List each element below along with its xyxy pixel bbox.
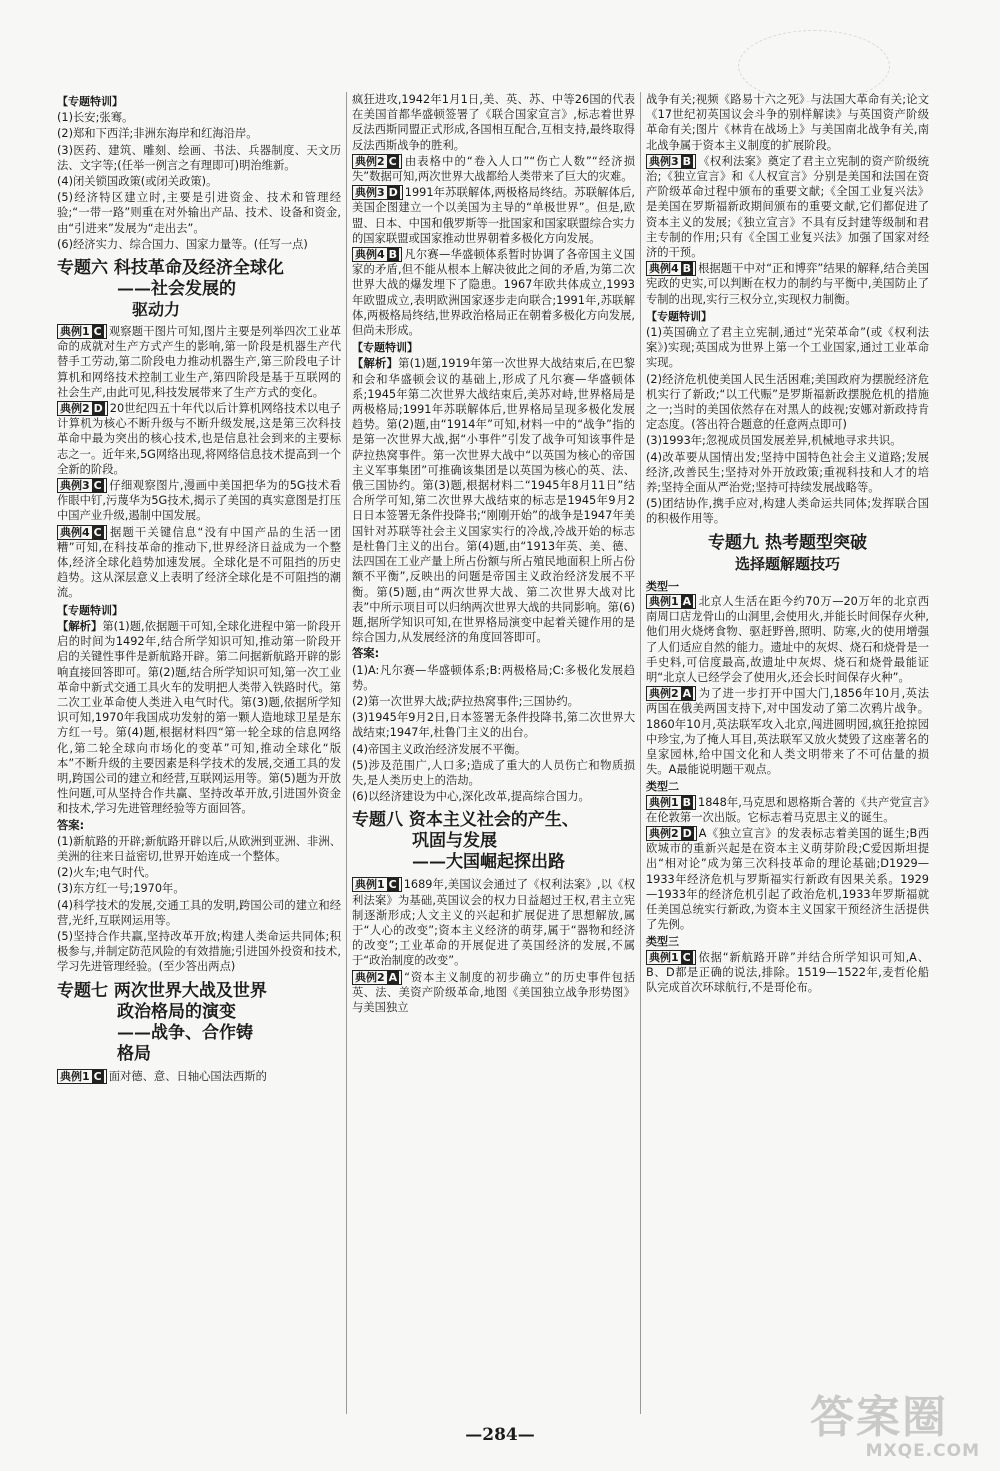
analysis-label: 【解析】	[352, 357, 399, 371]
answer-line: (6)以经济建设为中心,深化改革,提高综合国力。	[352, 790, 590, 804]
question-type-heading: 类型二	[646, 780, 679, 794]
question-type-heading: 类型三	[646, 935, 679, 949]
example-tag	[646, 686, 696, 701]
example-tag	[646, 826, 697, 841]
example-tag	[57, 1069, 107, 1084]
three-column-layout	[52, 92, 950, 1414]
example-label: 典例2	[649, 687, 679, 701]
example-item	[646, 594, 929, 685]
example-label: 典例3	[60, 479, 90, 493]
example-label: 典例1	[649, 950, 679, 964]
topic-subtitle-cont: ——战争、合作铸	[117, 1022, 253, 1043]
example-item	[352, 185, 635, 246]
example-text: 1848年,马克思和恩格斯合著的《共产党宣言》在伦敦第一次出版。它标志着马克思主义的诞生。	[646, 795, 929, 824]
answer-line: (2)第一次世界大战;萨拉热窝事件;三国协约。	[352, 694, 579, 708]
example-tag	[646, 154, 696, 169]
topic-subtitle-cont: ——大国崛起探出路	[412, 852, 565, 873]
example-label: 典例1	[355, 878, 385, 892]
example-text: 仔细观察图片,漫画中美国把华为的5G技术看作眼中钉,污蔑华为5G技术,揭示了美国的真实意图是打压中国产业升级,遏制中国发展。	[57, 479, 341, 523]
analysis-paragraph	[57, 619, 341, 817]
column-left	[52, 92, 346, 1414]
answer-line: (3)1945年9月2日,日本签署无条件投降书,第二次世界大战结束;1947年,杜鲁门主义的出台。	[352, 711, 635, 740]
topic-title: 专题六 科技革命及经济全球化	[57, 258, 284, 279]
question-type-list	[646, 579, 929, 995]
example-text: 北京人生活在距今约70万—20万年的北京西南周口店龙骨山的山洞里,会使用火,并能长时间保存火种,他们用火烧烤食物、驱赶野兽,照明、防寒,火的使用增强了人们适应自然的能力。遗址中的灰烬、烧石和烧骨是一手史料,可信度最高,故遗址中灰烬、烧石和烧骨最能证明“北京人已经学会了使用火,还会长时间保存火种”。	[646, 594, 929, 684]
special-training-heading: 【 专题特训 】	[57, 603, 341, 618]
example-text: 由表格中的“卷入人口”“伤亡人数”“经济损失”数据可知,两次世界大战都给人类带来了巨大的灾难。	[352, 154, 635, 184]
answer-choice: C	[388, 878, 397, 892]
example-tag	[57, 478, 107, 493]
topic-nine-heading	[646, 533, 929, 575]
example-text: A《独立宣言》的发表标志着美国的诞生;B西欧城市的重新兴起是在资本主义萌芽阶段;C爱因斯坦提出“相对论”成为第三次科技革命的理论基础;D1929—1933年经济危机与罗斯福实行新政有因果关系。1929—1933年的经济危机引起了政治危机,1933年罗斯福就任美国总统实行新政,为资本主义国家干预经济生活提供了先例。	[646, 826, 929, 932]
example-list	[352, 877, 635, 1015]
example-item	[57, 525, 341, 601]
example-item	[352, 154, 635, 184]
answer-choice: B	[682, 795, 692, 809]
topic-seven-heading	[57, 981, 341, 1065]
example-tag	[57, 324, 107, 339]
example-label: 典例2	[649, 826, 679, 840]
example-list	[646, 154, 929, 307]
example-text: 为了进一步打开中国大门,1856年10月,英法两国在俄美两国支持下,对中国发动了第二次鸦片战争。1860年10月,英法联军攻入北京,闯进圆明园,疯狂抢掠园中珍宝,为了掩人耳目,英法联军又放火焚毁了这座著名的皇家园林,给中国文化和人类文明带来了不可估量的损失。A最能说明题干观点。	[646, 687, 929, 777]
topic-subtitle: 政治格局的演变	[117, 1001, 236, 1022]
answer-label-line	[352, 646, 635, 661]
watermark-url: MXQE.COM	[865, 1441, 980, 1461]
example-text: 根据题干中对“正和博弈”结果的解释,结合美国宪政的史实,可以判断在权力的制约与平衡中,美国防止了专制的出现,实行三权分立,实现权力制衡。	[646, 262, 929, 306]
example-label: 典例2	[60, 402, 90, 416]
example-item	[57, 1069, 341, 1084]
example-tag	[57, 525, 107, 540]
answer-label: 答案:	[352, 647, 380, 661]
example-label: 典例2	[355, 154, 385, 168]
example-tag	[352, 970, 402, 985]
special-training-heading: 【 专题特训 】	[352, 340, 635, 355]
answer-choice: C	[93, 525, 102, 539]
question-type-heading: 类型一	[646, 579, 679, 593]
example-text: 依据“新航路开辟”并结合所学知识可知,A、B、D都是正确的说法,排除。1519—1522年,麦哲伦船队完成首次环球航行,不是哥伦布。	[646, 950, 929, 994]
example-item	[57, 401, 341, 477]
example-text: 《权利法案》奠定了君主立宪制的资产阶级统治;《独立宣言》和《人权宣言》分别是美国和法国在资产阶级革命过程中颁布的重要文献;《全国工业复兴法》是美国在罗斯福新政期间颁布的重要文献,它们都促进了资本主义的发展;《独立宣言》不具有反封建等级制和君主专制的作用;只有《全国工业复兴法》加强了国家对经济的干预。	[646, 154, 929, 260]
answer-line: (3)东方红一号;1970年。	[57, 882, 185, 896]
answer-list	[352, 663, 635, 805]
answer-choice: C	[388, 154, 397, 168]
example-tag	[352, 154, 402, 169]
answer-line: (4)改革要从国情出发;坚持中国特色社会主义道路;发展经济,改善民生;坚持对外开放政策;重视科技和人才的培养;坚持全面从严治党;坚持可持续发展战略等。	[646, 450, 929, 495]
example-label: 典例1	[60, 325, 90, 339]
example-text: 面对德、意、日轴心国法西斯的	[108, 1069, 267, 1083]
example-item	[646, 154, 929, 260]
example-tag	[352, 877, 402, 892]
example-label: 典例1	[60, 1069, 90, 1083]
example-item	[646, 686, 929, 777]
special-training-answers	[57, 110, 341, 252]
example-label: 典例1	[649, 594, 679, 608]
example-label: 典例3	[649, 154, 679, 168]
answer-line: (6)经济实力、综合国力、国家力量等。(任写一点)	[57, 237, 308, 251]
example-text: 20世纪四五十年代以后计算机网络技术以电子计算机为核心不断升级与不断升级发展,这是第三次科技革命中最为突出的核心技术,也是信息社会到来的主要标志之一。近年来,5G网络出现,将网络信息技术提高到一个全新的阶段。	[57, 402, 341, 476]
example-list	[57, 324, 341, 601]
example-item	[352, 247, 635, 338]
continued-paragraph: 战争有关;视频《路易十六之死》与法国大革命有关;论文《17世纪初英国议会斗争的别样解读》与英国资产阶级革命有关;图片《林肯在战场上》与美国南北战争有关,南北战争属于资本主义制度的扩展阶段。	[646, 93, 929, 152]
answer-line: (4)科学技术的发展,交通工具的发明,跨国公司的建立和经营,光纤,互联网运用等。	[57, 898, 341, 927]
example-text: “资本主义制度的初步确立”的历史事件包括英、法、美资产阶级革命,地图《美国独立战争形势图》与美国独立	[352, 970, 635, 1014]
example-item	[57, 324, 341, 400]
example-label: 典例4	[355, 248, 385, 262]
answer-choice: B	[682, 262, 692, 276]
answer-choice: C	[682, 950, 691, 964]
example-item	[646, 261, 929, 307]
answer-list	[57, 834, 341, 975]
example-tag	[352, 185, 403, 200]
answer-choice: B	[388, 248, 398, 262]
topic-eight-heading	[352, 810, 635, 873]
answer-line: (4)闭关锁国政策(或闭关政策)。	[57, 175, 218, 189]
answer-line: (2)火车;电气时代。	[57, 866, 156, 880]
answer-choice: B	[682, 154, 692, 168]
topic-subtitle: 选择题解题技巧	[734, 554, 840, 573]
answer-line: (5)经济特区建立时,主要是引进资金、技术和管理经验;“一带一路”则重在对外输出产品、技术、设备和资金,由“引进来”发展为“走出去”。	[57, 191, 341, 235]
answer-choice: C	[93, 479, 102, 493]
answer-line: (4)帝国主义政治经济发展不平衡。	[352, 742, 527, 756]
answer-choice: C	[93, 325, 102, 339]
topic-title: 专题八 资本主义社会的产生、	[352, 810, 579, 831]
example-tag	[646, 795, 696, 810]
example-tag	[57, 401, 108, 416]
answer-line: (1)英国确立了君主立宪制,通过“光荣革命”(或《权利法案》)实现;英国成为世界上第一个工业国家,通过工业革命实现。	[646, 326, 929, 370]
analysis-text: 第(1)题,1919年第一次世界大战结束后,在巴黎和会和华盛顿会议的基础上,形成了凡尔赛—华盛顿体系;1945年第二次世界大战结束后,美苏对峙,世界格局是两极格局;1991年苏联解体后,世界格局呈现多极化发展趋势。第(2)题,由“1914年”可知,材料一中的“战争”指的是第一次世界大战,据“小事件”引发了战争可知该事件是萨拉热窝事件。第一次世界大战中“以英国为核心的帝国主义军事集团”可推确该集团是以英国为核心的英、法、俄三国协约。第(3)题,根据材料二“1945年8月11日”结合所学可知,第二次世界大战结束的标志是1945年9月2日日本签署无条件投降书;“刚刚开始”的战争是1947年美国针对苏联等社会主义国家实行的冷战,冷战开始的标志是杜鲁门主义的出台。第(4)题,由“1913年英、美、德、法四国在工业产量上所占份额与所占殖民地面积上所占份额不平衡”,反映出的问题是帝国主义政治经济发展不平衡。第(5)题,由“两次世界大战、第二次世界大战对比表”中所示项目可以归纳两次世界大战的共同影响。第(6)题,据所学知识可知,在世界格局演变中起着关键作用的是综合国力,从发展经济的角度回答即可。	[352, 357, 635, 645]
answer-choice: A	[388, 970, 398, 984]
example-text: 观察题干图片可知,图片主要是列举四次工业革命的成就对生产方式产生的影响,第一阶段是机器生产代替手工劳动,第二阶段电力推动机器生产,第三阶段电子计算机和网络技术控制工业生产,第四阶段是基于互联网的社会生产,由此可见,科技发展带来了生产方式的变化。	[57, 325, 341, 399]
answer-line: (5)涉及范围广,人口多;造成了重大的人员伤亡和物质损失,是人类历史上的浩劫。	[352, 758, 635, 787]
topic-subtitle-end: 格局	[117, 1043, 151, 1064]
answer-label-line	[57, 818, 341, 833]
example-text: 据题干关键信息“没有中国产品的生活一团糟”可知,在科技革命的推动下,世界经济日益成为一个整体,经济全球化趋势加速发展。全球化是不可阻挡的历史趋势。这从深层意义上表明了经济全球化是不可阻挡的潮流。	[57, 525, 341, 600]
example-label: 典例4	[649, 262, 679, 276]
answer-choice: A	[682, 594, 692, 608]
answer-line: (5)坚持合作共赢,坚持改革开放;构建人类命运共同体;积极参与,并制定防范风险的有效措施;引进国外投资和技术,学习先进管理经验。(至少答出两点)	[57, 929, 341, 974]
answer-choice: D	[682, 826, 692, 840]
example-label: 典例2	[355, 970, 385, 984]
topic-six-heading	[57, 258, 341, 320]
example-item	[352, 877, 635, 968]
special-training-answers	[646, 325, 929, 527]
answer-choice: C	[93, 1069, 102, 1083]
page-number: —284—	[465, 1425, 535, 1445]
example-label: 典例3	[355, 186, 385, 200]
example-label: 典例4	[60, 525, 90, 539]
topic-subtitle-cont: 驱动力	[132, 300, 181, 320]
example-tag	[352, 247, 402, 262]
continued-paragraph: 疯狂进攻,1942年1月1日,美、英、苏、中等26国的代表在美国首都华盛顿签署了《联合国家宣言》,标志着世界反法西斯同盟正式形成,各国相互配合,互相支持,最终取得反法西斯战争的胜利。	[352, 93, 635, 152]
answer-line: (3)医药、建筑、雕刻、绘画、书法、兵器制度、天文历法、文字等;(任举一例言之有理即可)明治维新。	[57, 143, 341, 172]
example-text: 1991年苏联解体,两极格局终结。苏联解体后,美国企图建立一个以美国为主导的“单极世界”。但是,欧盟、日本、中国和俄罗斯等一批国家和国家联盟综合实力的国家联盟或国家推动世界朝着多极化方向发展。	[352, 186, 635, 245]
example-tag	[646, 261, 696, 276]
answer-line: (5)团结协作,携手应对,构建人类命运共同体;发挥联合国的积极作用等。	[646, 497, 929, 526]
example-item	[646, 795, 929, 825]
answer-line: (3)1993年;忽视成员国发展差异,机械地寻求共识。	[646, 434, 902, 448]
example-text: 1689年,美国议会通过了《权利法案》,以《权利法案》为基础,英国议会的权力日益超过王权,君主立宪制逐渐形成;人文主义的兴起和扩展促进了思想解放,属于“人心的改变”;资本主义经济的萌芽,属于“器物和经济的改变”;工业革命的开展促进了英国经济的发展,不属于“政治制度的改变”。	[352, 878, 635, 968]
example-tag	[646, 594, 696, 609]
answer-line: (1)新航路的开辟;新航路开辟以后,从欧洲到亚洲、非洲、美洲的往来日益密切,世界开始连成一个整体。	[57, 834, 341, 863]
answer-line: (1)长安;张骞。	[57, 111, 134, 125]
example-item	[352, 970, 635, 1016]
topic-title: 专题七 两次世界大战及世界	[57, 980, 267, 1001]
answer-label: 答案:	[57, 818, 85, 832]
site-watermark-logo	[810, 1392, 980, 1465]
answer-line: (2)郑和下西洋;非洲东海岸和红海沿岸。	[57, 127, 258, 141]
answer-line: (1)A:凡尔赛—华盛顿体系;B:两极格局;C:多极化发展趋势。	[352, 663, 635, 692]
answer-choice: D	[93, 402, 103, 416]
example-tag	[646, 950, 696, 965]
example-item	[646, 826, 929, 932]
example-list	[352, 154, 635, 338]
topic-title: 专题九 热考题型突破	[708, 532, 867, 553]
analysis-text: 第(1)题,依据题干可知,全球化进程中第一阶段开启的时间为1492年,结合所学知识可知,推动第一阶段开启的关键性事件是新航路开辟。第二问据新航路开辟的影响直接回答即可。第(2)题,结合所学知识可知,第一次工业革命中新式交通工具火车的发明把人类带入铁路时代。第二次工业革命使人类进入电气时代。第(3)题,依据所学知识可知,1970年我国成功发射的第一颗人造地球卫星是东方红一号。第(4)题,根据材料四“第一轮全球的信息网络化,第二轮全球向市场化的变革”可知,推动全球化“版本”不断升级的主要因素是科学技术的发展,交通工具的发明,跨国公司的建立和经营,互联网运用等。第(5)题为开放性问题,可从坚持合作共赢、坚持改革开放,引进国外资金和技术,学习先进管理经验等方面回答。	[57, 619, 341, 816]
column-right	[640, 92, 934, 1414]
example-label: 典例1	[649, 795, 679, 809]
answer-line: (2)经济危机使美国人民生活困难;美国政府为摆脱经济危机实行了新政;“以工代赈”是罗斯福新政摆脱危机的措施之一;当时的美国依然存在对黑人的歧视;安娜对新政持肯定态度。(答出符合题意的任意两点即可)	[646, 372, 929, 432]
topic-subtitle: 巩固与发展	[412, 831, 497, 852]
answer-choice: A	[682, 687, 692, 701]
example-text: 凡尔赛—华盛顿体系暂时协调了各帝国主义国家的矛盾,但不能从根本上解决彼此之间的矛盾,为第二次世界大战的爆发埋下了隐患。1967年欧共体成立,1993年欧盟成立,表明欧洲国家逐步走向联合;1991年,苏联解体,两极格局终结,世界政治格局正在朝着多极化方向发展,但尚未形成。	[352, 248, 635, 338]
watermark-text: 答案圈	[810, 1392, 948, 1443]
analysis-label: 【解析】	[57, 619, 103, 633]
special-training-heading: 【 专题特训 】	[646, 309, 929, 324]
topic-subtitle: ——社会发展的	[117, 279, 236, 300]
example-item	[646, 950, 929, 996]
example-item	[57, 478, 341, 524]
answer-choice: D	[388, 186, 398, 200]
special-training-heading: 【 专题特训 】	[57, 94, 341, 109]
column-middle	[346, 92, 640, 1414]
analysis-paragraph	[352, 356, 635, 645]
